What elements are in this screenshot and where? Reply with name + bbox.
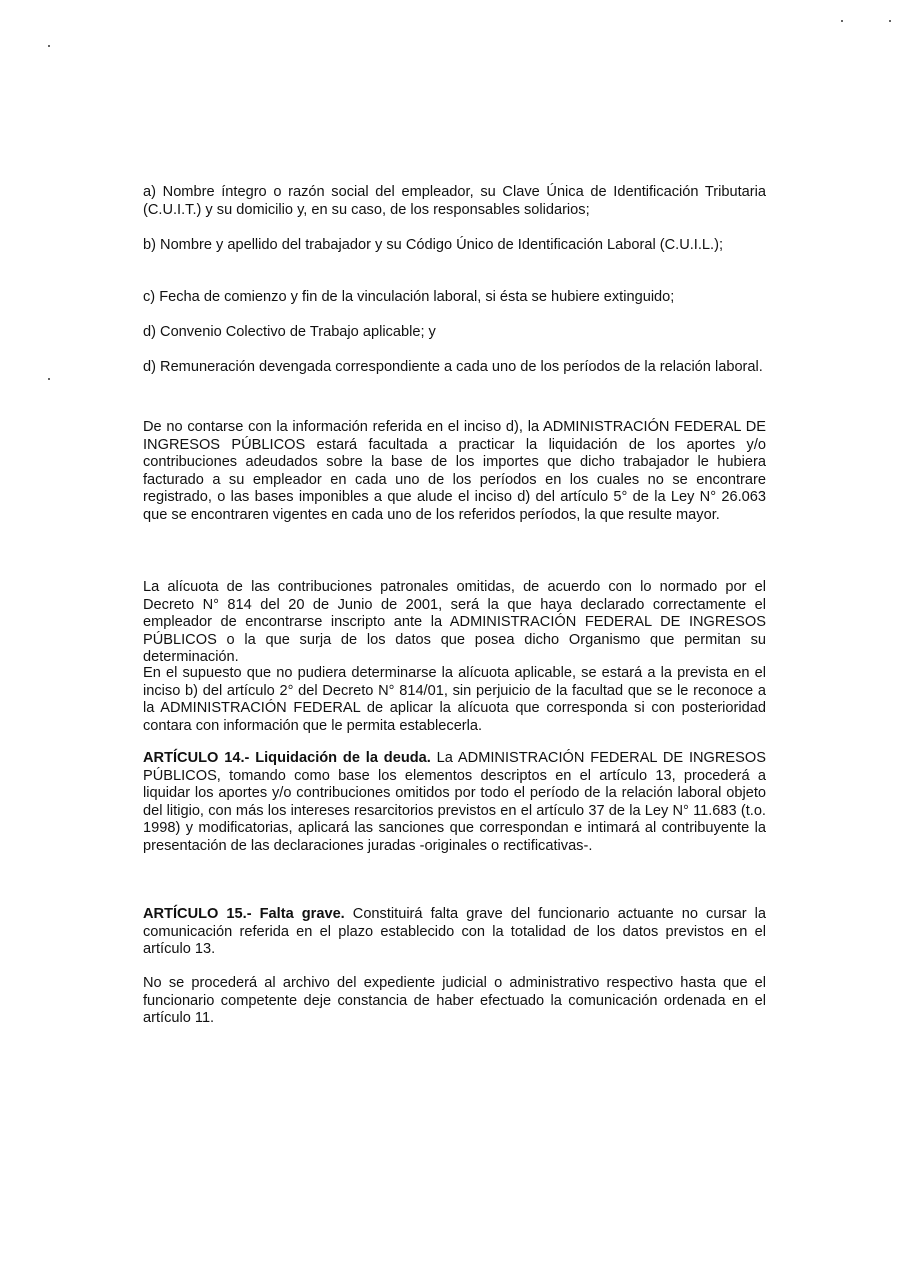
scan-speck xyxy=(48,378,50,380)
paragraph-liquidation-basis: De no contarse con la información referida en el inciso d), la ADMINISTRACIÓN FEDERAL DE INGRESOS PÚBLICOS estará facultada a practicar la liquidación de los aportes y/o contribuciones adeudados sobre la base de los importes que dicho trabajador le hubiera facturado a su empleador en cada uno de los períodos en los cuales no se encontrare registrado, o las bases imponibles a que alude el inciso d) del artículo 5° de la Ley N° 26.063 que se encontraren vigentes en cada uno de los referidos períodos, la que resulte mayor. xyxy=(143,419,766,523)
clause-b: b) Nombre y apellido del trabajador y su Código Único de Identificación Laboral (C.U.I.L.); xyxy=(143,237,723,253)
clause-c: c) Fecha de comienzo y fin de la vinculación laboral, si ésta se hubiere extinguido; xyxy=(143,289,675,305)
scan-speck xyxy=(48,45,50,47)
article-15-heading: ARTÍCULO 15.- Falta grave. xyxy=(143,906,345,922)
clause-d1: d) Convenio Colectivo de Trabajo aplicable; y xyxy=(143,324,436,340)
article-15-body: Constituirá falta grave del funcionario actuante no cursar la comunicación referida en el plazo establecido con la totalidad de los datos previstos en el artículo 13. xyxy=(143,906,766,958)
article-14 xyxy=(143,750,766,856)
paragraph-alicuota: La alícuota de las contribuciones patronales omitidas, de acuerdo con lo normado por el Decreto N° 814 del 20 de Junio de 2001, será la que haya declarado correctamente el empleador de encontrarse inscripto ante la ADMINISTRACIÓN FEDERAL DE INGRESOS PÚBLICOS o la que surja de los datos que posea dicho Organismo que permitan su determinación. xyxy=(143,579,766,666)
article-14-heading: ARTÍCULO 14.- Liquidación de la deuda. xyxy=(143,750,431,766)
scan-speck xyxy=(889,20,891,22)
scan-speck xyxy=(841,20,843,22)
clause-d2: d) Remuneración devengada correspondiente a cada uno de los períodos de la relación laboral. xyxy=(143,359,763,375)
paragraph-alicuota-fallback: En el supuesto que no pudiera determinarse la alícuota aplicable, se estará a la prevista en el inciso b) del artículo 2° del Decreto N° 814/01, sin perjuicio de la facultad que se le reconoce a la ADMINISTRACIÓN FEDERAL de aplicar la alícuota que corresponda si con posterioridad contara con información que le permita establecerla. xyxy=(143,665,766,734)
paragraph-archive: No se procederá al archivo del expediente judicial o administrativo respectivo hasta que el funcionario competente deje constancia de haber efectuado la comunicación ordenada en el artículo 11. xyxy=(143,975,766,1027)
article-15 xyxy=(143,906,766,959)
article-14-body: La ADMINISTRACIÓN FEDERAL DE INGRESOS PÚBLICOS, tomando como base los elementos descriptos en el artículo 13, procederá a liquidar los aportes y/o contribuciones omitidos por todo el período de la relación laboral objeto del litigio, con más los intereses resarcitorios previstos en el artículo 37 de la Ley N° 11.683 (t.o. 1998) y modificatorias, aplicará las sanciones que correspondan e intimará al contribuyente la presentación de las declaraciones juradas -originales o rectificativas-. xyxy=(143,750,766,854)
clause-a: a) Nombre íntegro o razón social del empleador, su Clave Única de Identificación Tributaria (C.U.I.T.) y su domicilio y, en su caso, de los responsables solidarios; xyxy=(143,184,766,218)
